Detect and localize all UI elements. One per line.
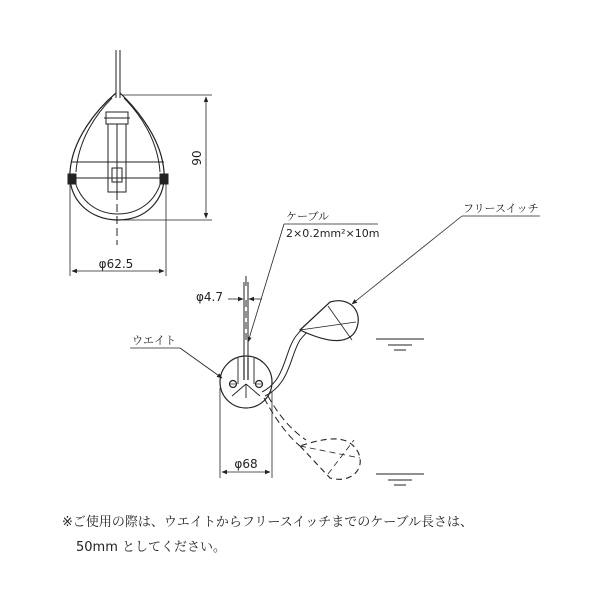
cable-title-label: ケーブル bbox=[286, 210, 330, 223]
cable-spec-label: 2×0.2mm²×10m bbox=[286, 227, 380, 240]
weight-circle bbox=[220, 356, 272, 408]
weight-dia-label: φ68 bbox=[234, 457, 258, 471]
free-switch-leader bbox=[352, 216, 540, 304]
note-line-1: ※ご使用の際は、ウエイトからフリースイッチまでのケーブル長さは、 bbox=[62, 515, 474, 530]
water-level-upper bbox=[376, 339, 424, 350]
free-switch-upper bbox=[300, 301, 358, 341]
cable-dia-label: φ4.7 bbox=[196, 290, 223, 304]
height-dim-label: 90 bbox=[190, 150, 204, 166]
switch-cable bbox=[262, 318, 322, 446]
water-level-lower bbox=[376, 474, 424, 485]
free-switch-lower bbox=[300, 439, 360, 479]
weight-label: ウエイト bbox=[132, 334, 176, 347]
weight-leader bbox=[130, 348, 222, 378]
weight-side-view bbox=[68, 50, 168, 245]
diameter-top-label: φ62.5 bbox=[98, 257, 134, 271]
note-line-2: 50mm としてください。 bbox=[76, 540, 227, 555]
cable-view bbox=[244, 276, 248, 358]
free-switch-label: フリースイッチ bbox=[463, 202, 539, 215]
